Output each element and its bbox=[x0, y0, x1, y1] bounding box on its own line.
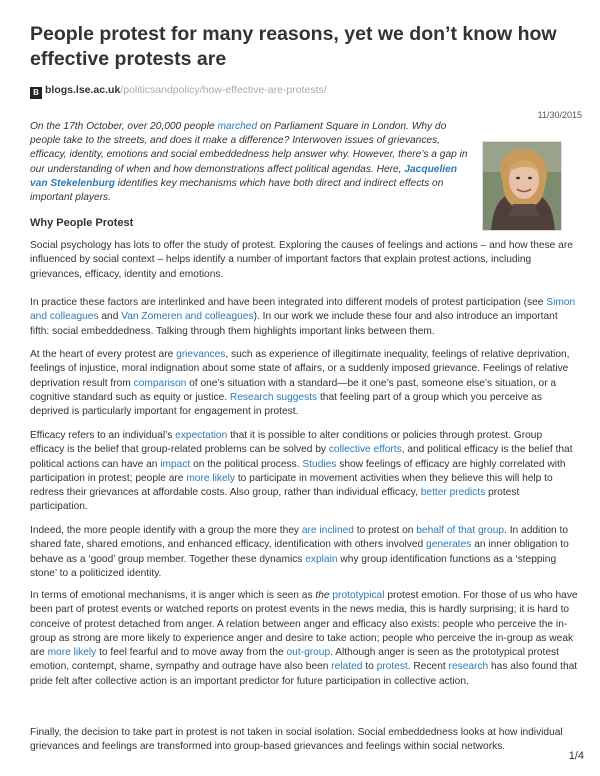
author-portrait-image bbox=[483, 142, 562, 231]
link-research-suggests[interactable]: Research suggests bbox=[229, 391, 318, 403]
paragraph-text: protest participation. bbox=[30, 487, 520, 513]
blog-favicon-icon: B bbox=[30, 87, 42, 99]
paragraph-social-embeddedness bbox=[30, 726, 578, 755]
paragraph-text: show feelings of efficacy are highly correlated with participation in protest; people are bbox=[30, 458, 566, 484]
paragraph-text: to feel fearful and to move away from the bbox=[96, 647, 287, 659]
paragraph-text: to participate in movement activities when they believe this will help to redress their grievances at affordable costs. Also group, rather than individual efficacy, bbox=[30, 472, 553, 499]
paragraph-text: . Although anger is seen as the prototypical protest emotion, contempt, shame, sympathy and outrage have also been bbox=[30, 647, 559, 673]
paragraph-text: At the heart of every protest are bbox=[30, 349, 177, 360]
section-heading: Why People Protest bbox=[30, 217, 134, 229]
page-number: 1/4 bbox=[568, 750, 584, 762]
paragraph-text: has also found that pride felt after collective action is an important predictor for future participation in collective action. bbox=[30, 661, 578, 687]
paragraph-text: of one’s situation with a standard—be it one’s past, someone else’s situation, or a cognitive standard such as equity or justice. bbox=[30, 377, 557, 403]
author-link[interactable]: Jacquelien van Stekelenburg bbox=[30, 163, 458, 189]
paragraph-text: . In addition to shared fate, shared emotions, and enhanced efficacy, identification with others involved bbox=[30, 525, 569, 551]
paragraph-grievances bbox=[30, 348, 578, 419]
link-impact[interactable]: impact bbox=[160, 458, 191, 470]
link-marched[interactable]: marched bbox=[217, 121, 258, 132]
paragraph-text: Finally, the decision to take part in protest is not taken in social isolation. Social embeddedness looks at how individual grievances and feelings are transformed into group-based grievances and feelings within social networks. bbox=[30, 727, 563, 753]
link-out-group[interactable]: out-group bbox=[286, 647, 331, 659]
link-explain[interactable]: explain bbox=[305, 553, 338, 565]
paragraph-emotions bbox=[30, 589, 578, 689]
link-comparison[interactable]: comparison bbox=[133, 377, 187, 389]
link-protest[interactable]: protest bbox=[376, 661, 408, 673]
link-grievances[interactable]: grievances bbox=[176, 349, 226, 360]
intro-text: on Parliament Square in London. Why do people take to the streets, and does it make a difference? Interwoven issues of grievances, efficacy, identity, emotions and social embeddedness help answer why. However, there’s a gap in our understanding of when and how demonstrations affect political agendas. Here, bbox=[30, 121, 468, 175]
link-simon-and-colleagues[interactable]: Simon and colleagues bbox=[30, 297, 576, 323]
paragraph-text: that feeling part of a group which you perceive as deprived is particularly important for engagement in protest. bbox=[30, 391, 542, 418]
paragraph-text: In practice these factors are interlinked and have been integrated into different models of protest participation (see bbox=[30, 297, 547, 308]
paragraph-social-psychology bbox=[30, 239, 578, 282]
paragraph-text: protest emotion. For those of us who have been part of protest events or watched reports on protest events in the news media, this is hardly surprising; it is hard to conceive of protest detached from anger. A relation between anger and efficacy also exists: people who perceive the in-group as strong are more likely to experience anger and desire to take action; people who perceive the in-group as weak are bbox=[30, 590, 578, 659]
paragraph-models bbox=[30, 296, 578, 339]
paragraph-text: In terms of emotional mechanisms, it is anger which is seen as bbox=[30, 590, 316, 601]
paragraph-text: to bbox=[362, 661, 377, 673]
link-van-zomeren-and-colleagues[interactable]: Van Zomeren and colleagues bbox=[121, 311, 254, 323]
source-url[interactable] bbox=[30, 84, 327, 99]
paragraph-text: Indeed, the more people identify with a group the more they bbox=[30, 525, 302, 536]
paragraph-text: ). In our work we include these four and also introduce an important fifth: social embeddedness. Talking through them highlights important links between them. bbox=[30, 311, 558, 337]
paragraph-text: that it is possible to alter conditions or policies through protest. Group efficacy is the belief that group-related problems can be solved by bbox=[30, 430, 543, 456]
link-related[interactable]: related bbox=[331, 661, 363, 673]
intro-text: On the 17th October, over 20,000 people bbox=[30, 121, 218, 132]
link-collective-efforts[interactable]: collective efforts bbox=[328, 444, 402, 456]
paragraph-text: . Recent bbox=[407, 661, 449, 673]
link-better-predicts[interactable]: better predicts bbox=[420, 487, 486, 499]
intro-paragraph bbox=[30, 120, 475, 205]
link-research[interactable]: research bbox=[448, 661, 489, 673]
article-title: People protest for many reasons, yet we don’t know how effective protests are bbox=[30, 23, 557, 70]
paragraph-text: , and political efficacy is the belief that political actions can have an bbox=[30, 444, 573, 470]
paragraph-text: on the political process. bbox=[190, 458, 303, 470]
link-are-inclined[interactable]: are inclined bbox=[301, 525, 354, 536]
author-portrait bbox=[482, 141, 562, 231]
link-behalf-of-that-group[interactable]: behalf of that group bbox=[416, 525, 505, 536]
paragraph-efficacy bbox=[30, 429, 578, 515]
intro-text: identifies key mechanisms which have both direct and indirect effects on important players. bbox=[30, 177, 444, 204]
publish-date: 11/30/2015 bbox=[537, 110, 582, 120]
link-expectation[interactable]: expectation bbox=[175, 430, 228, 441]
paragraph-text: why group identification functions as a ‘stepping stone’ to a politicized identity. bbox=[30, 553, 557, 579]
paragraph-text: an inner obligation to behave as a ‘good’ group member. Together these dynamics bbox=[30, 539, 569, 565]
paragraph-identity bbox=[30, 524, 578, 581]
paragraph-text: to protest on bbox=[353, 525, 417, 536]
paragraph-text: and bbox=[98, 311, 122, 323]
link-more-likely-fear[interactable]: more likely bbox=[47, 647, 97, 659]
paragraph-text: Efficacy refers to an individual’s bbox=[30, 430, 176, 441]
paragraph-text: , such as experience of illegitimate inequality, feelings of relative deprivation, feelings of injustice, moral indignation about some state of affairs, or a suddenly imposed grievance. Feelings of relative deprivation result from bbox=[30, 349, 570, 389]
link-more-likely[interactable]: more likely bbox=[186, 472, 235, 484]
link-prototypical[interactable]: prototypical bbox=[332, 590, 385, 601]
paragraph-text: Social psychology has lots to offer the study of protest. Exploring the causes of feelings and actions – and how these are influenced by social context – helps identify a number of important factors that explain protest actions, including grievances, efficacy, identity and emotions. bbox=[30, 240, 573, 280]
source-domain[interactable]: blogs.lse.ac.uk bbox=[45, 84, 121, 96]
link-studies[interactable]: Studies bbox=[302, 458, 337, 470]
link-generates[interactable]: generates bbox=[426, 539, 472, 551]
paragraph-emphasis: the bbox=[315, 590, 330, 601]
source-path[interactable]: /politicsandpolicy/how-effective-are-protests/ bbox=[120, 84, 327, 96]
